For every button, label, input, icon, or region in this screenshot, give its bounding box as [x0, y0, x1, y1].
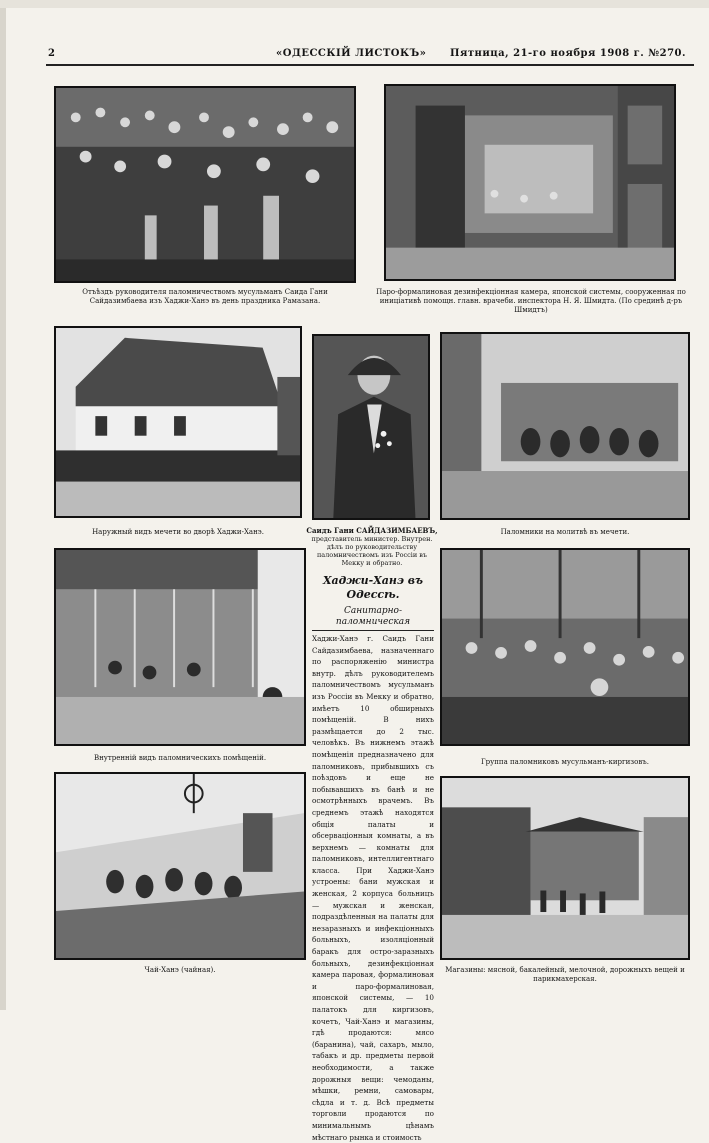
photo-mosque-exterior [54, 326, 302, 518]
photo-disinfection-chamber [384, 84, 676, 281]
date-line: Пятница, 21-го ноября 1908 г. №270. [450, 48, 686, 59]
photo-portrait [312, 334, 430, 520]
caption-photo8: Чай-Ханэ (чайная). [144, 966, 216, 974]
page-edge [0, 0, 6, 1010]
masthead [44, 48, 694, 64]
photo-tea-house [54, 772, 306, 960]
portrait-title: представитель министер. Внутрен. дѣлъ по руководительству паломничествомъ изъ Россіи въ Мекку и обратно. [311, 535, 433, 567]
caption-photo9: Магазины: мясной, бакалейный, мелочной, дорожныхъ вещей и парикмахерская. [445, 966, 685, 983]
photo-crowd-departure [54, 86, 356, 283]
caption-photo7: Группа паломниковъ мусульманъ-киргизовъ. [481, 758, 649, 766]
paper-title: «ОДЕССКІЙ ЛИСТОКЪ» [276, 48, 427, 59]
article-body: Хаджи-Ханэ г. Саидъ Гани Сайдазимбаева, назначеннаго по распоряженію министра внутр. дѣлъ руководителемъ паломничествомъ мусульманъ изъ Россіи въ Мекку и обратно, имѣетъ 10 обширныхъ помѣщеній. В нихъ размѣщается до 2 тыс. человѣкъ. Въ нижнемъ этажѣ помѣщенія предназначено для паломниковъ, прибывшихъ съ поѣздовъ и еще не побывавшихъ въ банѣ и не осмотрѣнныхъ врачемъ. Въ среднемъ этажѣ находятся общія палаты и обсерваціонныя комнаты, а въ верхнемъ — комнаты для паломниковъ, интеллигентнаго класса. При Хаджи-Ханэ устроены: бани мужская и женская, 2 корпуса больницъ — мужская и женская, подраздѣленныя на палаты для незаразныхъ и инфекціонныхъ больныхъ, изоляціонный баракъ для остро-заразныхъ больныхъ, дезинфекціонная камера паровая, формалиновая и паро-формалиновая, японской системы, — 10 палатокъ для киргизовъ, кочетъ, Чай-Ханэ и магазины, гдѣ продаются: мясо (баранина), чай, сахаръ, мыло, табакъ и др. предметы первой необходимости, а также дорожныя вещи: чемоданы, мѣшки, ремни, самовары, сѣдла и т. д. Всѣ предметы торговли продаются по минимальнымъ цѣнамъ мѣстнаго рынка и стоимость [312, 634, 434, 1142]
caption-photo6: Внутренній видъ паломническихъ помѣщеній. [93, 754, 267, 762]
photo-pilgrims-praying [440, 332, 690, 520]
caption-photo3: Наружный видъ мечети во дворѣ Хаджи-Ханэ. [92, 528, 264, 536]
caption-photo5: Паломники на молитвѣ въ мечети. [500, 528, 630, 536]
article-headline: Хаджи-Ханэ въ Одессѣ. [322, 574, 424, 601]
portrait-name: Саидъ Гани САЙДАЗИМБАЕВЪ, [306, 526, 438, 535]
article-hajji-khane [312, 574, 434, 1142]
portrait-caption [306, 527, 438, 567]
page-edge-top [0, 0, 709, 8]
masthead-rule [46, 64, 694, 66]
article-subhead: Санитарно-паломническая [312, 606, 434, 631]
page-number: 2 [48, 48, 56, 59]
photo-interior-quarters [54, 548, 306, 746]
caption-photo1: Отъѣздъ руководителя паломничествомъ мусульманъ Саида Гани Сайдазимбаева изъ Хаджи-Ханэ въ день праздника Рамазана. [82, 288, 328, 305]
caption-photo2: Паро-формалиновая дезинфекціонная камера, японской системы, сооруженная по иниціативѣ помощн. главн. врачеби. инспектора Н. Я. Шмидта. (По срединѣ д-ръ Шмидтъ) [376, 288, 686, 314]
photo-kyrgyz-pilgrims [440, 548, 690, 746]
photo-shops [440, 776, 690, 960]
